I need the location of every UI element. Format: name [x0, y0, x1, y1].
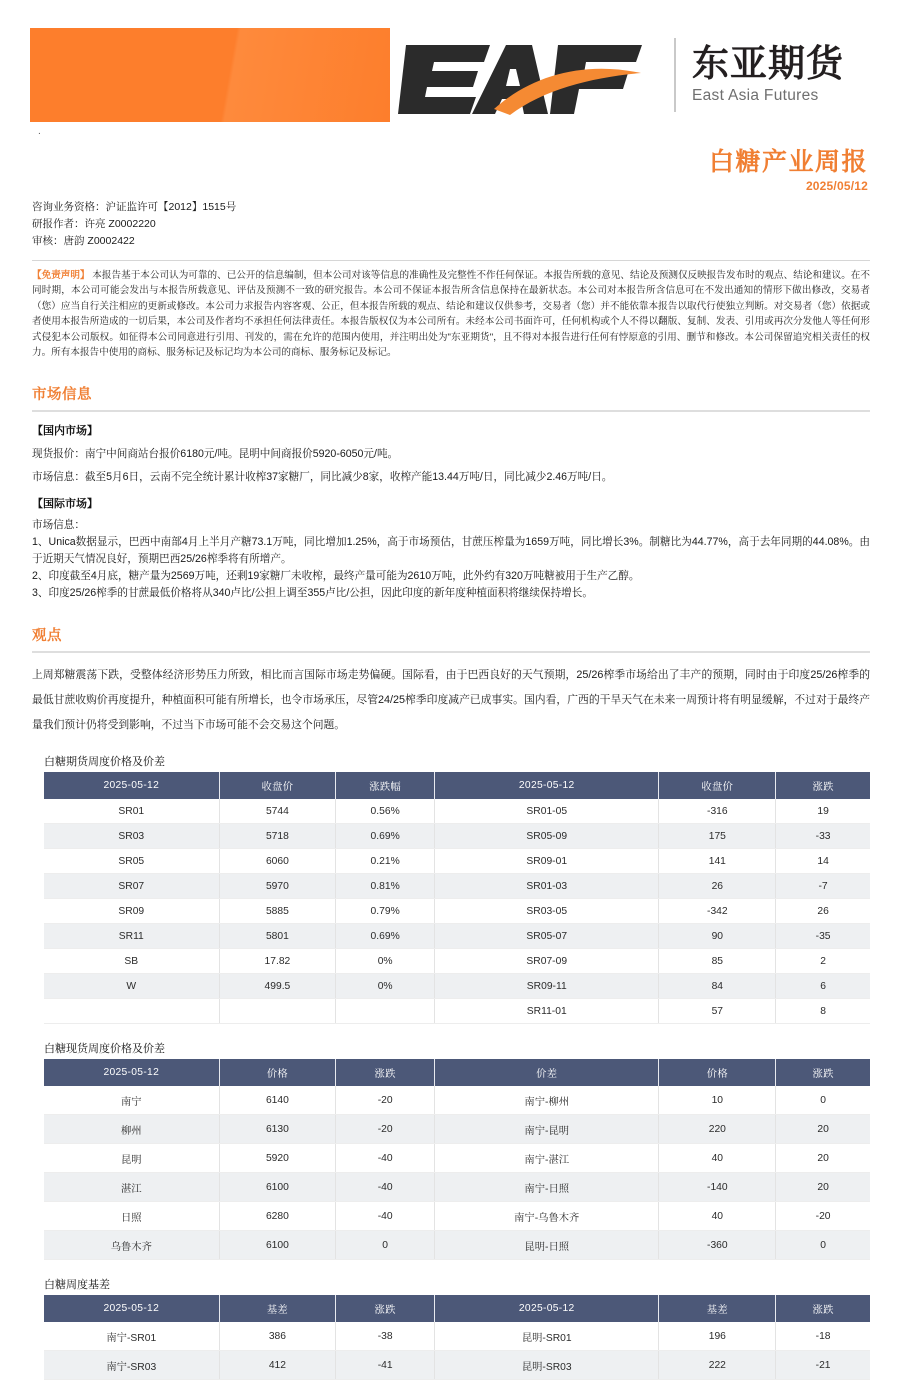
- cell: 0: [776, 1086, 870, 1115]
- domestic-line-0: 现货报价：南宁中间商站台报价6180元/吨。昆明中间商报价5920-6050元/吨。: [32, 447, 399, 460]
- section-rule: [32, 410, 870, 412]
- cell: 南宁-日照: [435, 1173, 659, 1202]
- cell: 14: [776, 849, 870, 874]
- cell: SR05-09: [435, 824, 659, 849]
- col-header: 基差: [659, 1295, 776, 1322]
- cell: 南宁-昆明: [435, 1115, 659, 1144]
- cell: 湛江: [44, 1173, 219, 1202]
- cell: 90: [659, 924, 776, 949]
- table-row: [44, 799, 870, 824]
- cell: 57: [659, 999, 776, 1024]
- cell: -18: [776, 1322, 870, 1351]
- cell: 昆明-日照: [435, 1231, 659, 1260]
- section-title-view: 观点: [32, 627, 62, 644]
- cell: 南宁-柳州: [435, 1086, 659, 1115]
- table-header-row: [44, 1059, 870, 1086]
- cell: 222: [659, 1351, 776, 1380]
- cell: [44, 999, 219, 1024]
- cell: 0.56%: [336, 799, 435, 824]
- cell: -20: [336, 1115, 435, 1144]
- section-title-market-info: 市场信息: [32, 386, 92, 403]
- logo-divider: [674, 38, 676, 112]
- intl-market-heading: 【国际市场】: [32, 498, 98, 511]
- col-header: 收盘价: [219, 772, 336, 799]
- col-header: 2025-05-12: [435, 772, 659, 799]
- spot-price-table: [44, 1059, 870, 1260]
- cell: -20: [776, 1202, 870, 1231]
- cell: 0.21%: [336, 849, 435, 874]
- meta-reviewer: 审核：唐韵 Z0002422: [32, 235, 135, 248]
- spot-table-body: [44, 1086, 870, 1260]
- domestic-line-1: 市场信息：截至5月6日，云南不完全统计累计收榨37家糖厂，同比减少8家，收榨产能13.44万吨/日，同比减少2.46万吨/日。: [32, 470, 613, 483]
- cell: SR09-01: [435, 849, 659, 874]
- brand-name-en: East Asia Futures: [692, 86, 819, 104]
- cell: 0.69%: [336, 924, 435, 949]
- cell: -360: [659, 1231, 776, 1260]
- cell: 0%: [336, 949, 435, 974]
- cell: 0: [336, 1231, 435, 1260]
- col-header: 2025-05-12: [44, 1295, 219, 1322]
- table-row: [44, 974, 870, 999]
- disclaimer: [32, 260, 870, 361]
- disclaimer-tag: 【免责声明】: [32, 269, 90, 281]
- cell: 20: [776, 1173, 870, 1202]
- cell: 220: [659, 1115, 776, 1144]
- cell: -38: [336, 1322, 435, 1351]
- cell: 84: [659, 974, 776, 999]
- market-info-section: [32, 383, 870, 602]
- cell: 19: [776, 799, 870, 824]
- cell: [336, 999, 435, 1024]
- cell: 昆明-SR01: [435, 1322, 659, 1351]
- cell: 昆明-SR03: [435, 1351, 659, 1380]
- cell: 5801: [219, 924, 336, 949]
- table-row: [44, 949, 870, 974]
- cell: [219, 999, 336, 1024]
- report-meta: [32, 199, 900, 251]
- orange-banner-block: [30, 28, 390, 122]
- cell: -7: [776, 874, 870, 899]
- cell: 40: [659, 1144, 776, 1173]
- cell: 南宁-乌鲁木齐: [435, 1202, 659, 1231]
- cell: 6140: [219, 1086, 336, 1115]
- cell: 5970: [219, 874, 336, 899]
- page-title: 白糖产业周报: [708, 147, 868, 176]
- cell: 6130: [219, 1115, 336, 1144]
- col-header: 涨跌: [336, 1295, 435, 1322]
- brand-name-cn: 东亚期货: [692, 42, 844, 86]
- cell: 5718: [219, 824, 336, 849]
- basis-table: [44, 1295, 870, 1380]
- cell: 日照: [44, 1202, 219, 1231]
- table-row: [44, 1173, 870, 1202]
- cell: 0.81%: [336, 874, 435, 899]
- cell: 6280: [219, 1202, 336, 1231]
- cell: 386: [219, 1322, 336, 1351]
- table-row: [44, 999, 870, 1024]
- cell: 17.82: [219, 949, 336, 974]
- table-caption-spot: 白糖现货周度价格及价差: [44, 1043, 165, 1056]
- cell: 南宁-湛江: [435, 1144, 659, 1173]
- cell: SR11: [44, 924, 219, 949]
- col-header: 收盘价: [659, 772, 776, 799]
- table-row: [44, 874, 870, 899]
- cell: 5744: [219, 799, 336, 824]
- cell: 40: [659, 1202, 776, 1231]
- cell: 0: [776, 1231, 870, 1260]
- cell: SR03: [44, 824, 219, 849]
- cell: 8: [776, 999, 870, 1024]
- table-row: [44, 824, 870, 849]
- cell: 5885: [219, 899, 336, 924]
- cell: 26: [659, 874, 776, 899]
- basis-table-block: [44, 1276, 870, 1380]
- cell: -21: [776, 1351, 870, 1380]
- cell: 141: [659, 849, 776, 874]
- cell: -41: [336, 1351, 435, 1380]
- cell: SR01: [44, 799, 219, 824]
- cell: SR07: [44, 874, 219, 899]
- spot-table-block: [44, 1040, 870, 1260]
- table-caption-basis: 白糖周度基差: [44, 1279, 110, 1292]
- intl-line-1: 2、印度截至4月底，糖产量为2569万吨，还剩19家糖厂未收榨，最终产量可能为2610万吨，此外约有320万吨糖被用于生产乙醇。: [32, 570, 640, 582]
- stray-dot: .: [38, 126, 41, 137]
- cell: 6: [776, 974, 870, 999]
- table-row: [44, 1086, 870, 1115]
- meta-qualification: 咨询业务资格：沪证监许可【2012】1515号: [32, 200, 237, 213]
- cell: 0%: [336, 974, 435, 999]
- col-header: 涨跌: [776, 1295, 870, 1322]
- cell: -40: [336, 1144, 435, 1173]
- cell: SR07-09: [435, 949, 659, 974]
- cell: 2: [776, 949, 870, 974]
- report-title-block: [0, 148, 900, 193]
- table-row: [44, 1144, 870, 1173]
- cell: 412: [219, 1351, 336, 1380]
- cell: 南宁: [44, 1086, 219, 1115]
- view-section: [32, 624, 870, 737]
- cell: 196: [659, 1322, 776, 1351]
- disclaimer-text: 本报告基于本公司认为可靠的、已公开的信息编制，但本公司对该等信息的准确性及完整性不作任何保证。本报告所载的意见、结论及预测仅反映报告发布时的观点、结论和建议。在不同时期，本公司可能会发出与本报告所载意见、评估及预测不一致的研究报告。本公司不保证本报告所含信息保持在最新状态。本公司对本报告所含信息可在不发出通知的情形下做出修改，交易者（您）应当自行关注相应的更新或修改。本公司力求报告内容客观、公正，但本报告所载的观点、结论和建议仅供参考，交易者（您）并不能依靠本报告以取代行使独立判断。对交易者（您）依据或者使用本报告所造成的一切后果，本公司及作者均不承担任何法律责任。本报告版权仅为本公司所有。未经本公司书面许可，任何机构或个人不得以翻版、复制、发表、引用或再次分发他人等任何形式侵犯本公司版权。如征得本公司同意进行引用、刊发的，需在允许的范围内使用，并注明出处为"东亚期货"，且不得对本报告进行任何有悖原意的引用、删节和修改。本公司保留追究相关责任的权力。所有本报告中使用的商标、服务标记及标记均为本公司的商标、服务标记及标记。: [32, 269, 870, 359]
- table-row: [44, 1231, 870, 1260]
- cell: 20: [776, 1115, 870, 1144]
- col-header: 基差: [219, 1295, 336, 1322]
- company-logo: [398, 30, 844, 120]
- cell: 南宁-SR01: [44, 1322, 219, 1351]
- cell: 昆明: [44, 1144, 219, 1173]
- cell: 20: [776, 1144, 870, 1173]
- cell: SR03-05: [435, 899, 659, 924]
- cell: 26: [776, 899, 870, 924]
- cell: SR05-07: [435, 924, 659, 949]
- cell: SR11-01: [435, 999, 659, 1024]
- cell: 6100: [219, 1231, 336, 1260]
- cell: SB: [44, 949, 219, 974]
- table-row: [44, 849, 870, 874]
- futures-price-table: [44, 772, 870, 1024]
- table-row: [44, 924, 870, 949]
- col-header: 价格: [219, 1059, 336, 1086]
- cell: SR05: [44, 849, 219, 874]
- cell: -40: [336, 1202, 435, 1231]
- table-row: [44, 1322, 870, 1351]
- col-header: 价格: [659, 1059, 776, 1086]
- cell: 10: [659, 1086, 776, 1115]
- col-header: 2025-05-12: [44, 772, 219, 799]
- cell: -33: [776, 824, 870, 849]
- table-row: [44, 1351, 870, 1380]
- table-row: [44, 1202, 870, 1231]
- table-row: [44, 1115, 870, 1144]
- cell: -20: [336, 1086, 435, 1115]
- table-header-row: [44, 1295, 870, 1322]
- report-date: 2025/05/12: [805, 178, 868, 193]
- cell: 0.69%: [336, 824, 435, 849]
- cell: 0.79%: [336, 899, 435, 924]
- col-header: 价差: [435, 1059, 659, 1086]
- intl-market-label: 市场信息：: [32, 519, 85, 532]
- col-header: 涨跌: [336, 1059, 435, 1086]
- cell: 85: [659, 949, 776, 974]
- intl-line-0: 1、Unica数据显示，巴西中南部4月上半月产糖73.1万吨，同比增加1.25%，高于市场预估，甘蔗压榨量为1659万吨，同比增长3%。制糖比为44.77%，高于去年同期的44.08%。由于近期天气情况良好，预期巴西25/26榨季将有所增产。: [32, 536, 870, 566]
- col-header: 涨跌: [776, 1059, 870, 1086]
- cell: 499.5: [219, 974, 336, 999]
- cell: SR01-05: [435, 799, 659, 824]
- cell: 南宁-SR03: [44, 1351, 219, 1380]
- cell: 6100: [219, 1173, 336, 1202]
- view-text: 上周郑糖震荡下跌，受整体经济形势压力所致，相比而言国际市场走势偏硬。国际看，由于巴西良好的天气预期，25/26榨季市场给出了丰产的预期，同时由于印度25/26榨季的最低甘蔗收购价再度提升，种植面积可能有所增长，也令市场承压，尽管24/25榨季印度减产已成事实。国内看，广西的干旱天气在未来一周预计将有明显缓解，不过对于最终产量我们预计仍将受到影响，不过当下市场可能不会交易这个问题。: [32, 668, 870, 731]
- cell: 5920: [219, 1144, 336, 1173]
- eaf-logo-icon: [398, 31, 668, 119]
- masthead: [0, 0, 900, 137]
- cell: 175: [659, 824, 776, 849]
- section-rule-view: [32, 651, 870, 653]
- basis-table-body: [44, 1322, 870, 1380]
- cell: -35: [776, 924, 870, 949]
- cell: SR09-11: [435, 974, 659, 999]
- table-caption-futures: 白糖期货周度价格及价差: [44, 756, 165, 769]
- cell: 柳州: [44, 1115, 219, 1144]
- col-header: 涨跌幅: [336, 772, 435, 799]
- cell: SR09: [44, 899, 219, 924]
- meta-author: 研报作者：许亮 Z0002220: [32, 218, 156, 231]
- cell: 乌鲁木齐: [44, 1231, 219, 1260]
- cell: W: [44, 974, 219, 999]
- futures-table-body: [44, 799, 870, 1024]
- cell: -342: [659, 899, 776, 924]
- cell: -40: [336, 1173, 435, 1202]
- futures-table-block: [44, 753, 870, 1024]
- col-header: 涨跌: [776, 772, 870, 799]
- col-header: 2025-05-12: [435, 1295, 659, 1322]
- cell: -140: [659, 1173, 776, 1202]
- table-row: [44, 899, 870, 924]
- cell: -316: [659, 799, 776, 824]
- col-header: 2025-05-12: [44, 1059, 219, 1086]
- table-header-row: [44, 772, 870, 799]
- domestic-market-heading: 【国内市场】: [32, 424, 98, 437]
- intl-line-2: 3、印度25/26榨季的甘蔗最低价格将从340卢比/公担上调至355卢比/公担，因此印度的新年度种植面积将继续保持增长。: [32, 586, 593, 599]
- cell: 6060: [219, 849, 336, 874]
- cell: SR01-03: [435, 874, 659, 899]
